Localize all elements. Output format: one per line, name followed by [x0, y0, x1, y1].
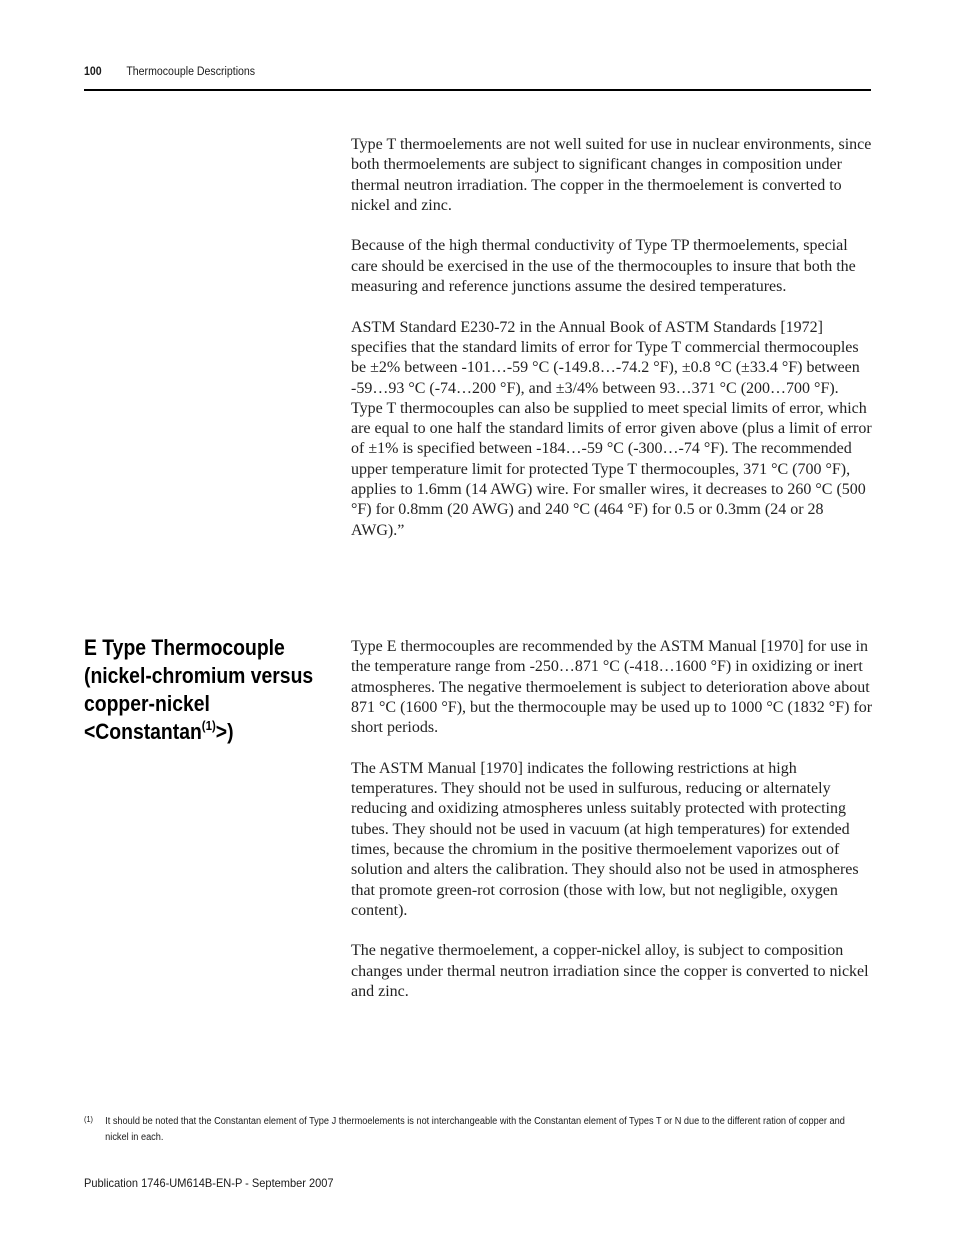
- e-type-section-body: [351, 637, 873, 1002]
- footnote-text: It should be noted that the Constantan element of Type J thermoelements is not interchangeable with the Constantan element of Types T or N due to the different ration of copper and nickel in each.: [105, 1116, 845, 1143]
- footnote: [84, 1114, 845, 1146]
- paragraph: ASTM Standard E230-72 in the Annual Book of ASTM Standards [1972] specifies that the standard limits of error for Type T commercial thermocouples be ±2% between -101…-59 °C (-149.8…-74.2 °F), ±0.8 °C (±33.4 °F) between -59…93 °C (-74…200 °F), and ±3/4% between 93…371 °C (200…700 °F). Type T thermocouples can also be supplied to meet special limits of error, which are equal to one half the standard limits of error given above (plus a limit of error of ±1% is specified between -184…-59 °C (-300…-74 °F). The recommended upper temperature limit for protected Type T thermocouples, 371 °C (700 °F), applies to 1.6mm (14 AWG) wire. For smaller wires, it decreases to 260 °C (500 °F) for 0.8mm (20 AWG) and 240 °C (464 °F) for 0.5 or 0.3mm (24 or 28 AWG).”: [351, 318, 872, 539]
- page-number: 100: [84, 66, 102, 78]
- paragraph: Type E thermocouples are recommended by the ASTM Manual [1970] for use in the temperature range from -250…871 °C (-418…1600 °F) in oxidizing or inert atmospheres. The negative thermoelement is subject to deterioration above about 871 °C (1600 °F), but the thermocouple may be used up to 1000 °C (1832 °F) for short periods.: [351, 638, 873, 737]
- type-t-continued-body: [351, 135, 873, 541]
- paragraph: Because of the high thermal conductivity of Type TP thermoelements, special care should be exercised in the use of the thermocouples to insure that both the measuring and reference junctions assume the desired temperatures.: [351, 237, 856, 296]
- heading-line: [84, 718, 348, 746]
- header-rule: [84, 89, 871, 91]
- page-header: [84, 66, 808, 78]
- paragraph: The negative thermoelement, a copper-nickel alloy, is subject to composition changes under thermal neutron irradiation since the copper is converted to nickel and zinc.: [351, 942, 869, 1001]
- heading-text: <Constantan: [84, 719, 202, 744]
- heading-text: >): [215, 719, 234, 744]
- paragraph: The ASTM Manual [1970] indicates the following restrictions at high temperatures. They should not be used in sulfurous, reducing or alternately reducing and oxidizing atmospheres unless suitably protected with protecting tubes. They should not be used in vacuum (at high temperatures) for extended times, because the chromium in the positive thermoelement vaporizes out of solution and alters the calibration. They should also not be used in atmospheres that promote green-rot corrosion (those with low, but not negligible, oxygen content).: [351, 759, 859, 919]
- paragraph: Type T thermoelements are not well suited for use in nuclear environments, since both thermoelements are subject to significant changes in composition under thermal neutron irradiation. The copper in the thermoelement is converted to nickel and zinc.: [351, 136, 872, 214]
- publication-footer: Publication 1746-UM614B-EN-P - September 2007: [84, 1176, 334, 1190]
- heading-line: (nickel-chromium versus: [84, 663, 314, 688]
- running-section-title: Thermocouple Descriptions: [126, 66, 256, 78]
- e-type-section-heading: [84, 634, 348, 746]
- heading-line: copper-nickel: [84, 691, 210, 716]
- footnote-reference[interactable]: (1): [201, 718, 216, 733]
- heading-line: E Type Thermocouple: [84, 635, 285, 660]
- footnote-marker: (1): [84, 1115, 93, 1124]
